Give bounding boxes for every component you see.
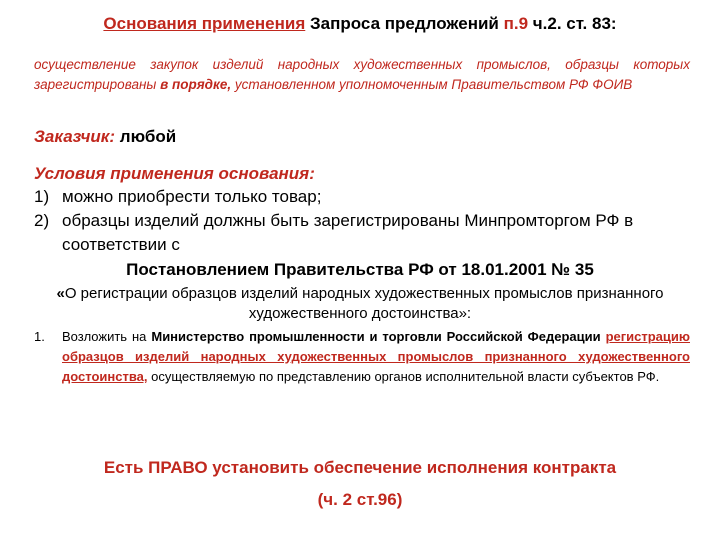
clause-number: 1. (34, 329, 45, 344)
clause-registration-link[interactable]: регистрацию образцов изделий народных художественных промыслов признанного художественного достоинства, (62, 329, 690, 384)
condition-number: 1) (34, 187, 50, 206)
clause-ministry: Министерство промышленности и торговли Российской Федерации (151, 329, 601, 344)
basis-text-part1: осуществление закупок изделий народных художественных промыслов, образцы которых зарегистрированы (34, 57, 690, 92)
title-point: п.9 (503, 14, 529, 33)
clause-lead: Возложить на (62, 329, 147, 344)
decree-title (40, 284, 680, 324)
slide-title (0, 14, 720, 34)
security-right-statement: Есть ПРАВО установить обеспечение исполнения контракта (103, 458, 617, 477)
conditions-heading: Условия применения основания: (34, 164, 315, 183)
condition-item-2 (34, 209, 694, 257)
decree-heading: Постановлением Правительства РФ от 18.01.2001 № 35 (126, 260, 594, 279)
basis-text-emphasis: в порядке, (160, 77, 232, 92)
customer-line (34, 126, 176, 148)
basis-paragraph (34, 55, 690, 95)
title-basis-label: Основания применения (103, 14, 306, 33)
decree-clause (34, 327, 690, 387)
security-right-reference: (ч. 2 ст.96) (317, 490, 403, 509)
decree-title-text: О регистрации образцов изделий народных художественных промыслов признанного художественного достоинства»: (64, 285, 664, 322)
title-article-ref: ч.2. ст. 83: (532, 14, 617, 33)
condition-item-1 (34, 185, 694, 209)
customer-label: Заказчик: (34, 127, 116, 146)
condition-text: можно приобрести только товар; (62, 187, 322, 206)
condition-text: образцы изделий должны быть зарегистрированы Минпромторгом РФ в соответствии с (62, 211, 634, 254)
clause-text (34, 327, 690, 387)
decree-open-quote: « (56, 285, 65, 302)
condition-number: 2) (34, 211, 50, 230)
customer-value: любой (119, 127, 177, 146)
title-procedure: Запроса предложений (310, 14, 499, 33)
clause-tail: осуществляемую по представлению органов исполнительной власти субъектов РФ. (151, 369, 660, 384)
basis-text-part2: установленном уполномоченным Правительством РФ ФОИВ (234, 77, 633, 92)
